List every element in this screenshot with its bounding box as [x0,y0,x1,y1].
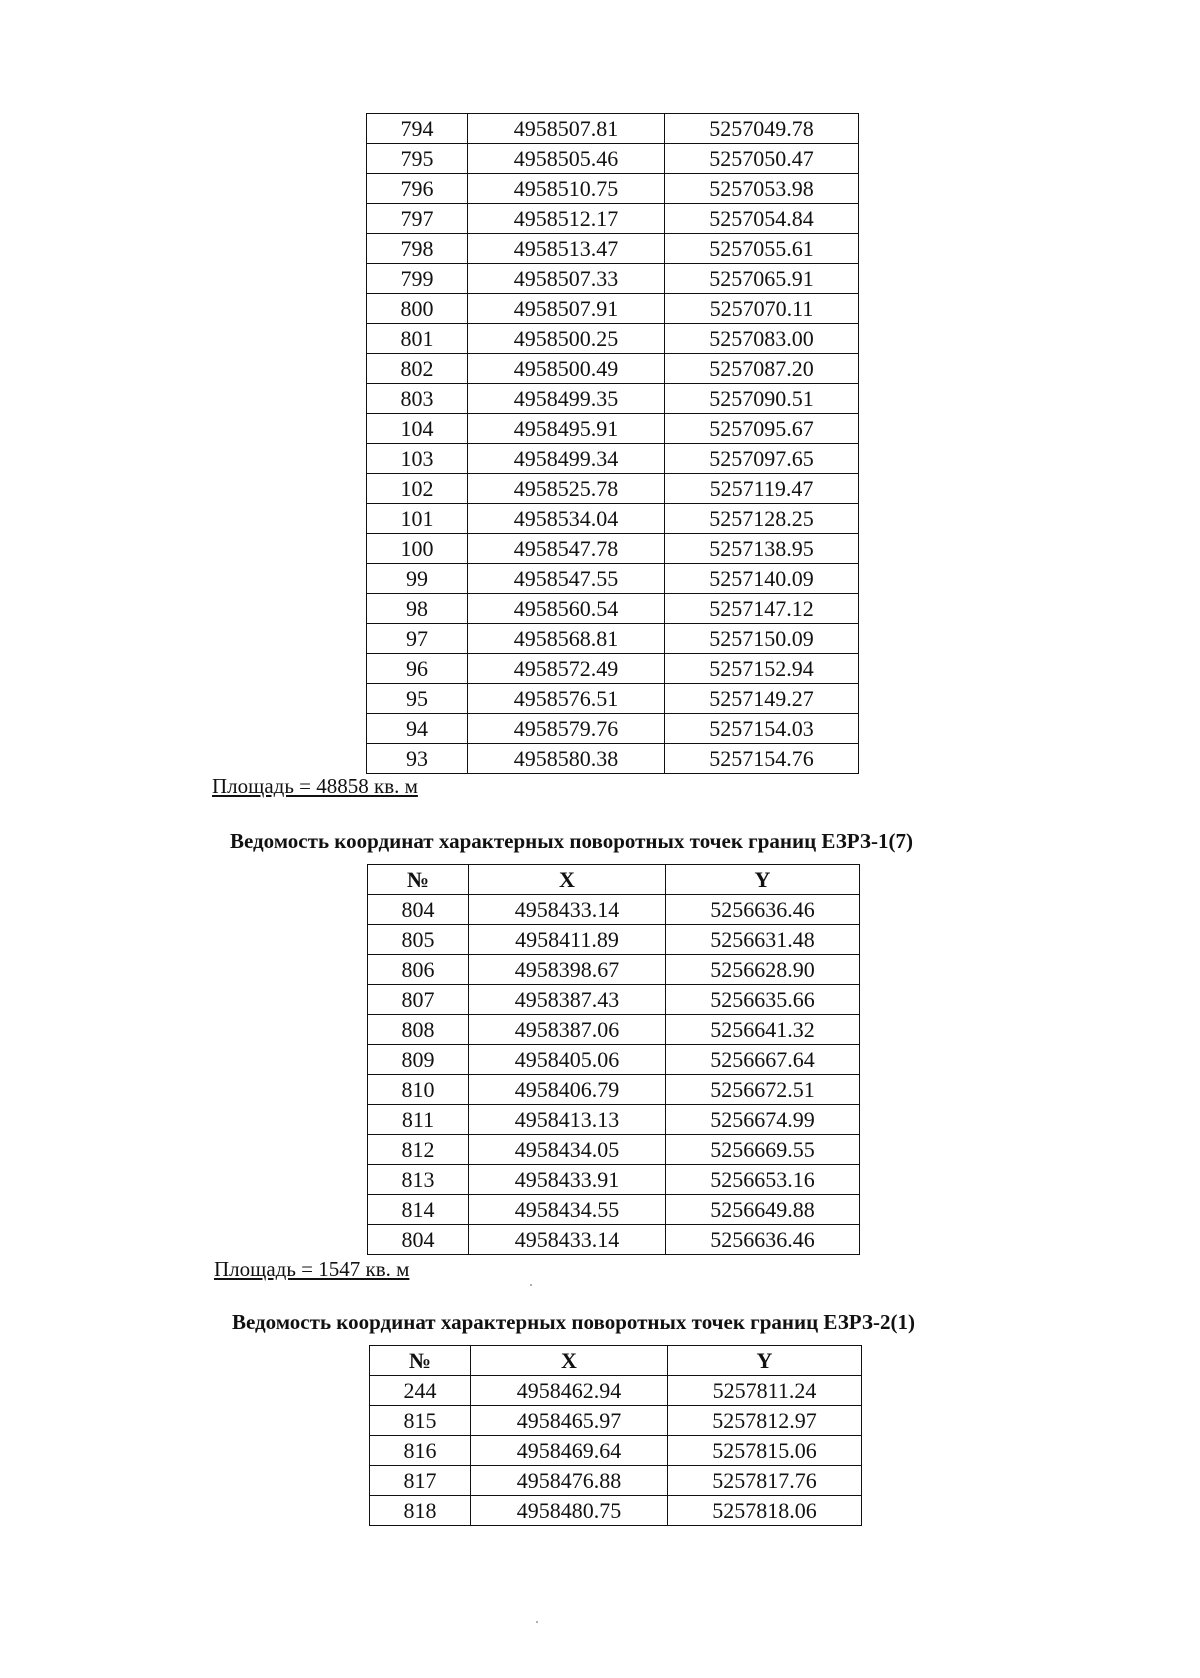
point-number-cell: 818 [370,1496,471,1526]
point-number-cell: 804 [368,895,469,925]
table-row [367,264,859,294]
table-row [370,1376,862,1406]
table-row [367,354,859,384]
table-row [367,414,859,444]
table-row [368,1165,860,1195]
x-coordinate-cell: 4958500.49 [468,354,665,384]
point-number-cell: 93 [367,744,468,774]
point-number-cell: 94 [367,714,468,744]
column-header-point-number: № [368,865,469,895]
x-coordinate-cell: 4958433.14 [469,1225,666,1255]
x-coordinate-cell: 4958500.25 [468,324,665,354]
table-row [367,234,859,264]
y-coordinate-cell: 5257154.76 [665,744,859,774]
point-number-cell: 804 [368,1225,469,1255]
y-coordinate-cell: 5257812.97 [668,1406,862,1436]
table-row [368,985,860,1015]
x-coordinate-cell: 4958576.51 [468,684,665,714]
point-number-cell: 815 [370,1406,471,1436]
table-row [367,294,859,324]
y-coordinate-cell: 5257817.76 [668,1466,862,1496]
table-row [367,714,859,744]
y-coordinate-cell: 5257053.98 [665,174,859,204]
x-coordinate-cell: 4958560.54 [468,594,665,624]
point-number-cell: 95 [367,684,468,714]
table-row [367,534,859,564]
table-row [368,895,860,925]
x-coordinate-cell: 4958434.55 [469,1195,666,1225]
table-row [368,925,860,955]
x-coordinate-cell: 4958480.75 [471,1496,668,1526]
x-coordinate-cell: 4958505.46 [468,144,665,174]
y-coordinate-cell: 5257128.25 [665,504,859,534]
table-row [367,324,859,354]
y-coordinate-cell: 5257095.67 [665,414,859,444]
y-coordinate-cell: 5257140.09 [665,564,859,594]
section-heading-ezrz-2-1: Ведомость координат характерных поворотных точек границ ЕЗРЗ-2(1) [232,1310,915,1334]
point-number-cell: 816 [370,1436,471,1466]
column-header-x-coordinate: X [469,865,666,895]
point-number-cell: 803 [367,384,468,414]
table-row [367,384,859,414]
y-coordinate-cell: 5256628.90 [666,955,860,985]
table-row [367,654,859,684]
table-header-row [370,1346,862,1376]
x-coordinate-cell: 4958525.78 [468,474,665,504]
coordinates-table-ezrz-1-7 [367,864,860,1255]
coordinates-table-ezrz-2-1 [369,1345,862,1526]
table-row [368,1225,860,1255]
table-row [368,1015,860,1045]
x-coordinate-cell: 4958547.55 [468,564,665,594]
y-coordinate-cell: 5257090.51 [665,384,859,414]
x-coordinate-cell: 4958507.91 [468,294,665,324]
x-coordinate-cell: 4958534.04 [468,504,665,534]
x-coordinate-cell: 4958405.06 [469,1045,666,1075]
point-number-cell: 96 [367,654,468,684]
y-coordinate-cell: 5256667.64 [666,1045,860,1075]
point-number-cell: 817 [370,1466,471,1496]
column-header-y-coordinate: Y [666,865,860,895]
column-header-y-coordinate: Y [668,1346,862,1376]
y-coordinate-cell: 5256674.99 [666,1105,860,1135]
point-number-cell: 104 [367,414,468,444]
y-coordinate-cell: 5257097.65 [665,444,859,474]
y-coordinate-cell: 5256641.32 [666,1015,860,1045]
point-number-cell: 807 [368,985,469,1015]
column-header-x-coordinate: X [471,1346,668,1376]
x-coordinate-cell: 4958387.43 [469,985,666,1015]
table-row [368,955,860,985]
y-coordinate-cell: 5257818.06 [668,1496,862,1526]
y-coordinate-cell: 5257070.11 [665,294,859,324]
x-coordinate-cell: 4958476.88 [471,1466,668,1496]
point-number-cell: 102 [367,474,468,504]
x-coordinate-cell: 4958433.14 [469,895,666,925]
point-number-cell: 810 [368,1075,469,1105]
x-coordinate-cell: 4958398.67 [469,955,666,985]
x-coordinate-cell: 4958406.79 [469,1075,666,1105]
point-number-cell: 99 [367,564,468,594]
table-header-row [368,865,860,895]
x-coordinate-cell: 4958507.81 [468,114,665,144]
scan-speck [536,1621,538,1623]
table-row [367,744,859,774]
y-coordinate-cell: 5257083.00 [665,324,859,354]
table-row [368,1045,860,1075]
x-coordinate-cell: 4958434.05 [469,1135,666,1165]
table-row [367,594,859,624]
table-row [367,114,859,144]
table-row [368,1195,860,1225]
point-number-cell: 103 [367,444,468,474]
table-row [367,474,859,504]
x-coordinate-cell: 4958579.76 [468,714,665,744]
y-coordinate-cell: 5257065.91 [665,264,859,294]
table-row [367,564,859,594]
point-number-cell: 101 [367,504,468,534]
point-number-cell: 809 [368,1045,469,1075]
table-row [370,1436,862,1466]
table-row [370,1466,862,1496]
scan-speck [530,1284,532,1286]
point-number-cell: 802 [367,354,468,384]
point-number-cell: 800 [367,294,468,324]
point-number-cell: 799 [367,264,468,294]
table-row [370,1406,862,1436]
y-coordinate-cell: 5256649.88 [666,1195,860,1225]
x-coordinate-cell: 4958465.97 [471,1406,668,1436]
point-number-cell: 814 [368,1195,469,1225]
x-coordinate-cell: 4958499.35 [468,384,665,414]
point-number-cell: 795 [367,144,468,174]
y-coordinate-cell: 5256636.46 [666,895,860,925]
x-coordinate-cell: 4958411.89 [469,925,666,955]
table-row [368,1135,860,1165]
point-number-cell: 244 [370,1376,471,1406]
coordinates-table-continued [366,113,859,774]
y-coordinate-cell: 5257049.78 [665,114,859,144]
y-coordinate-cell: 5256672.51 [666,1075,860,1105]
x-coordinate-cell: 4958433.91 [469,1165,666,1195]
section-heading-ezrz-1-7: Ведомость координат характерных поворотных точек границ ЕЗРЗ-1(7) [230,829,913,853]
y-coordinate-cell: 5257055.61 [665,234,859,264]
y-coordinate-cell: 5257147.12 [665,594,859,624]
table-row [367,144,859,174]
x-coordinate-cell: 4958507.33 [468,264,665,294]
x-coordinate-cell: 4958387.06 [469,1015,666,1045]
x-coordinate-cell: 4958413.13 [469,1105,666,1135]
point-number-cell: 796 [367,174,468,204]
y-coordinate-cell: 5256636.46 [666,1225,860,1255]
table-row [367,204,859,234]
y-coordinate-cell: 5257119.47 [665,474,859,504]
point-number-cell: 811 [368,1105,469,1135]
y-coordinate-cell: 5257815.06 [668,1436,862,1466]
y-coordinate-cell: 5257154.03 [665,714,859,744]
point-number-cell: 98 [367,594,468,624]
point-number-cell: 801 [367,324,468,354]
y-coordinate-cell: 5257149.27 [665,684,859,714]
y-coordinate-cell: 5257152.94 [665,654,859,684]
x-coordinate-cell: 4958513.47 [468,234,665,264]
table-row [370,1496,862,1526]
y-coordinate-cell: 5257054.84 [665,204,859,234]
y-coordinate-cell: 5256631.48 [666,925,860,955]
point-number-cell: 794 [367,114,468,144]
x-coordinate-cell: 4958510.75 [468,174,665,204]
point-number-cell: 808 [368,1015,469,1045]
point-number-cell: 97 [367,624,468,654]
column-header-point-number: № [370,1346,471,1376]
y-coordinate-cell: 5256669.55 [666,1135,860,1165]
y-coordinate-cell: 5257050.47 [665,144,859,174]
y-coordinate-cell: 5257138.95 [665,534,859,564]
point-number-cell: 797 [367,204,468,234]
x-coordinate-cell: 4958469.64 [471,1436,668,1466]
point-number-cell: 813 [368,1165,469,1195]
x-coordinate-cell: 4958499.34 [468,444,665,474]
table-row [367,684,859,714]
table-row [367,174,859,204]
x-coordinate-cell: 4958512.17 [468,204,665,234]
y-coordinate-cell: 5256653.16 [666,1165,860,1195]
table-row [368,1075,860,1105]
point-number-cell: 798 [367,234,468,264]
y-coordinate-cell: 5257150.09 [665,624,859,654]
point-number-cell: 812 [368,1135,469,1165]
area-note: Площадь = 1547 кв. м [214,1257,410,1281]
point-number-cell: 805 [368,925,469,955]
table-row [367,624,859,654]
table-row [368,1105,860,1135]
table-row [367,444,859,474]
x-coordinate-cell: 4958495.91 [468,414,665,444]
point-number-cell: 806 [368,955,469,985]
y-coordinate-cell: 5256635.66 [666,985,860,1015]
y-coordinate-cell: 5257087.20 [665,354,859,384]
point-number-cell: 100 [367,534,468,564]
area-note: Площадь = 48858 кв. м [212,774,418,798]
y-coordinate-cell: 5257811.24 [668,1376,862,1406]
x-coordinate-cell: 4958547.78 [468,534,665,564]
table-row [367,504,859,534]
x-coordinate-cell: 4958462.94 [471,1376,668,1406]
x-coordinate-cell: 4958572.49 [468,654,665,684]
x-coordinate-cell: 4958568.81 [468,624,665,654]
x-coordinate-cell: 4958580.38 [468,744,665,774]
